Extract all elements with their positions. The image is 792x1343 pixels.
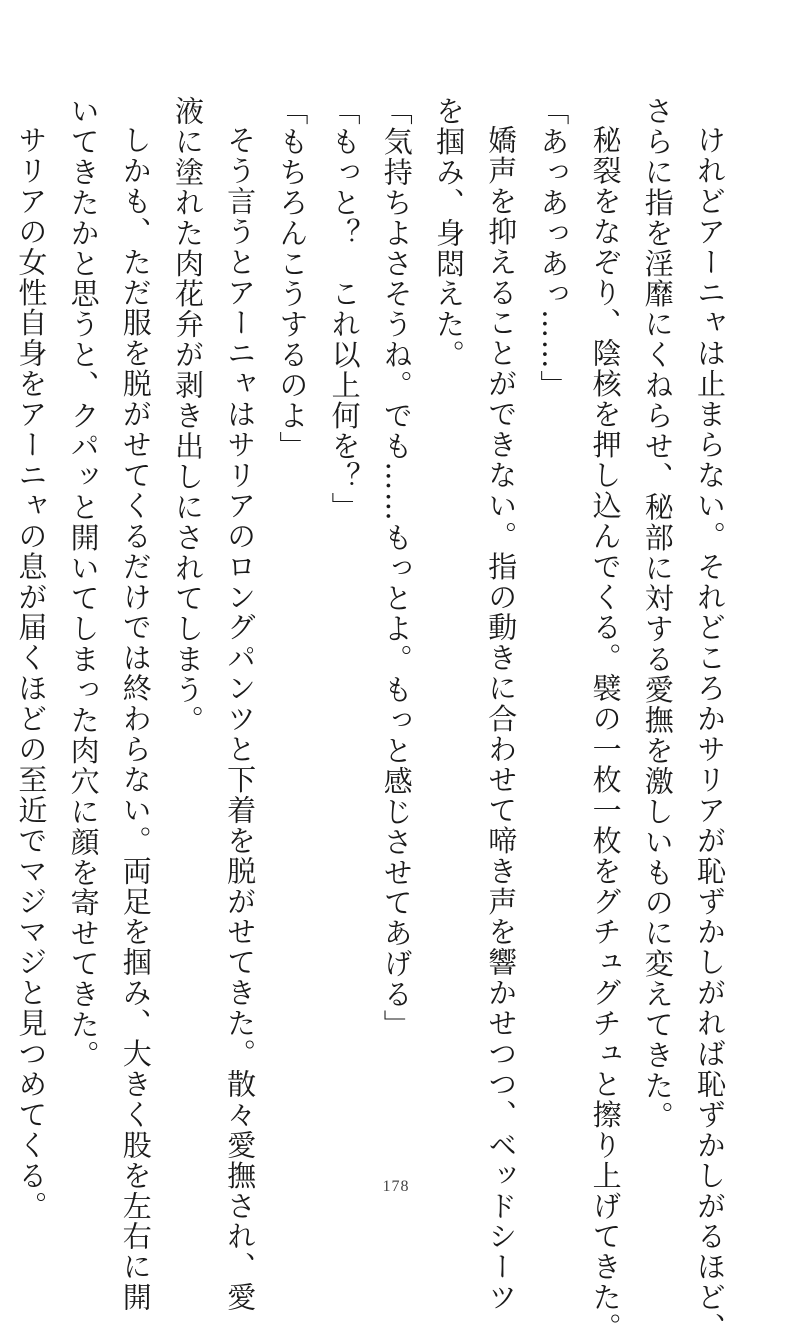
text-line-11: 液に塗れた肉花弁が剥き出しにされてしまう。 xyxy=(170,96,205,736)
text-line-13: いてきたかと思うと、クパッと開いてしまった肉穴に顔を寄せてきた。 xyxy=(66,96,101,1071)
text-line-12: しかも、ただ服を脱がせてくるだけでは終わらない。両足を掴み、大きく股を左右に開 xyxy=(118,125,153,1313)
text-line-1: けれどアーニャは止まらない。それどころかサリアが恥ずかしがれば恥ずかしがるほど、 xyxy=(693,125,727,1343)
text-line-7: 「気持ちよさそうね。でも……もっとよ。もっと感じさせてあげる」 xyxy=(379,96,414,1040)
text-line-2: さらに指を淫靡にくねらせ、秘部に対する愛撫を激しいものに変えてきた。 xyxy=(640,96,675,1132)
page-number: 178 xyxy=(382,1178,410,1195)
text-line-5: 嬌声を抑えることができない。指の動きに合わせて啼き声を響かせつつ、ベッドシーツ xyxy=(484,125,519,1313)
text-line-4: 「あっあっあっ……」 xyxy=(536,96,571,401)
text-line-8: 「もっと？ これ以上何を？」 xyxy=(327,96,362,523)
text-line-3: 秘裂をなぞり、陰核を押し込んでくる。襞の一枚一枚をグチュグチュと擦り上げてきた。 xyxy=(588,125,623,1343)
text-line-10: そう言うとアーニャはサリアのロングパンツと下着を脱がせてきた。散々愛撫され、愛 xyxy=(223,125,258,1313)
text-line-9: 「もちろんこうするのよ」 xyxy=(275,96,310,462)
text-line-6: を掴み、身悶えた。 xyxy=(431,96,466,371)
text-line-14: サリアの女性自身をアーニャの息が届くほどの至近でマジマジと見つめてくる。 xyxy=(14,125,49,1222)
